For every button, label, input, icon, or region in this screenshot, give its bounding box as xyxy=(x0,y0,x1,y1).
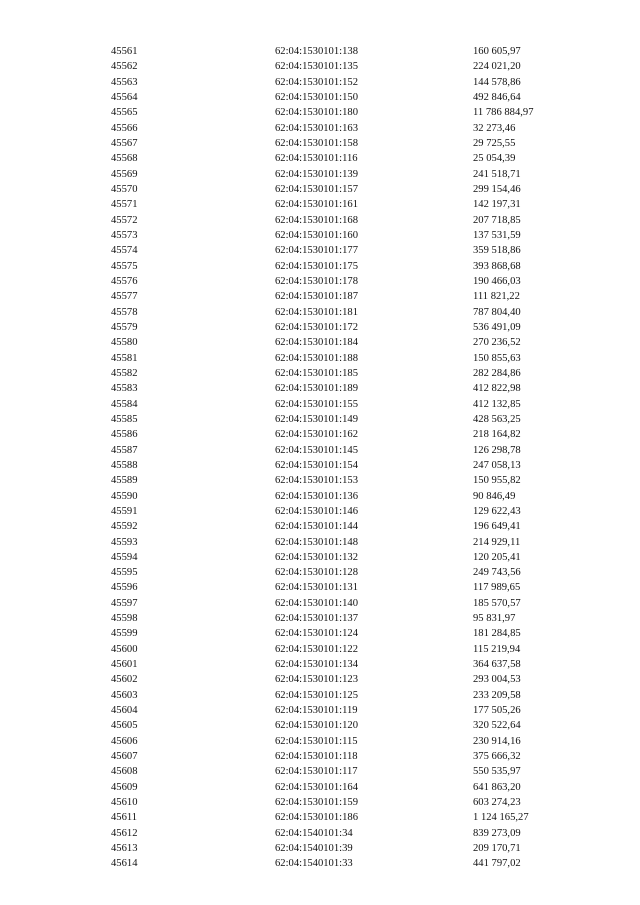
cadastral-value: 603 274,23 xyxy=(473,797,521,809)
cadastral-value: 230 914,16 xyxy=(473,735,521,747)
cadastral-number: 62:04:1530101:117 xyxy=(275,766,358,778)
row-number: 45566 xyxy=(111,122,138,134)
row-number: 45577 xyxy=(111,291,138,303)
cadastral-number: 62:04:1530101:154 xyxy=(275,459,358,471)
row-number: 45614 xyxy=(111,858,138,870)
table-row xyxy=(0,427,640,442)
row-number: 45602 xyxy=(111,674,138,686)
cadastral-value: 293 004,53 xyxy=(473,674,521,686)
table-row xyxy=(0,473,640,488)
cadastral-value: 492 846,64 xyxy=(473,91,521,103)
cadastral-number: 62:04:1530101:187 xyxy=(275,291,358,303)
cadastral-value: 177 505,26 xyxy=(473,705,521,717)
table-row xyxy=(0,366,640,381)
table-row xyxy=(0,489,640,504)
cadastral-value: 428 563,25 xyxy=(473,413,521,425)
cadastral-value: 150 855,63 xyxy=(473,352,521,364)
cadastral-value: 95 831,97 xyxy=(473,613,516,625)
cadastral-value: 787 804,40 xyxy=(473,306,521,318)
cadastral-value: 441 797,02 xyxy=(473,858,521,870)
cadastral-number: 62:04:1530101:119 xyxy=(275,705,358,717)
cadastral-number: 62:04:1530101:185 xyxy=(275,367,358,379)
cadastral-value: 249 743,56 xyxy=(473,567,521,579)
cadastral-value: 214 929,11 xyxy=(473,536,521,548)
cadastral-value: 185 570,57 xyxy=(473,597,521,609)
table-row xyxy=(0,397,640,412)
table-row xyxy=(0,381,640,396)
table-row xyxy=(0,305,640,320)
cadastral-number: 62:04:1530101:181 xyxy=(275,306,358,318)
cadastral-value: 137 531,59 xyxy=(473,229,521,241)
cadastral-value: 129 622,43 xyxy=(473,505,521,517)
row-number: 45600 xyxy=(111,643,138,655)
row-number: 45565 xyxy=(111,107,138,119)
table-row xyxy=(0,856,640,871)
cadastral-number: 62:04:1530101:149 xyxy=(275,413,358,425)
table-row xyxy=(0,335,640,350)
row-number: 45562 xyxy=(111,61,138,73)
table-row xyxy=(0,580,640,595)
cadastral-number: 62:04:1530101:160 xyxy=(275,229,358,241)
cadastral-number: 62:04:1530101:140 xyxy=(275,597,358,609)
row-number: 45601 xyxy=(111,659,138,671)
row-number: 45581 xyxy=(111,352,138,364)
cadastral-number: 62:04:1530101:128 xyxy=(275,567,358,579)
table-row xyxy=(0,519,640,534)
cadastral-number: 62:04:1530101:125 xyxy=(275,689,358,701)
cadastral-value: 207 718,85 xyxy=(473,214,521,226)
cadastral-number: 62:04:1530101:184 xyxy=(275,337,358,349)
table-row xyxy=(0,151,640,166)
row-number: 45610 xyxy=(111,797,138,809)
cadastral-value: 90 846,49 xyxy=(473,490,516,502)
cadastral-number: 62:04:1530101:186 xyxy=(275,812,358,824)
cadastral-number: 62:04:1530101:135 xyxy=(275,61,358,73)
cadastral-number: 62:04:1530101:163 xyxy=(275,122,358,134)
table-row xyxy=(0,443,640,458)
cadastral-number: 62:04:1530101:153 xyxy=(275,475,358,487)
row-number: 45596 xyxy=(111,582,138,594)
table-row xyxy=(0,136,640,151)
cadastral-value: 320 522,64 xyxy=(473,720,521,732)
table-row xyxy=(0,59,640,74)
table-row xyxy=(0,764,640,779)
cadastral-value: 550 535,97 xyxy=(473,766,521,778)
row-number: 45573 xyxy=(111,229,138,241)
cadastral-number: 62:04:1530101:118 xyxy=(275,751,358,763)
row-number: 45597 xyxy=(111,597,138,609)
row-number: 45567 xyxy=(111,137,138,149)
cadastral-number: 62:04:1540101:34 xyxy=(275,827,353,839)
cadastral-number: 62:04:1530101:148 xyxy=(275,536,358,548)
table-row xyxy=(0,243,640,258)
table-row xyxy=(0,167,640,182)
cadastral-number: 62:04:1540101:39 xyxy=(275,843,353,855)
cadastral-value: 536 491,09 xyxy=(473,321,521,333)
table-row xyxy=(0,90,640,105)
cadastral-number: 62:04:1530101:189 xyxy=(275,383,358,395)
cadastral-value: 299 154,46 xyxy=(473,183,521,195)
cadastral-value: 111 821,22 xyxy=(473,291,520,303)
cadastral-number: 62:04:1530101:178 xyxy=(275,275,358,287)
table-row xyxy=(0,458,640,473)
row-number: 45569 xyxy=(111,168,138,180)
table-row xyxy=(0,688,640,703)
cadastral-value: 364 637,58 xyxy=(473,659,521,671)
cadastral-number: 62:04:1530101:145 xyxy=(275,444,358,456)
cadastral-value: 241 518,71 xyxy=(473,168,521,180)
table-row xyxy=(0,121,640,136)
cadastral-number: 62:04:1530101:159 xyxy=(275,797,358,809)
row-number: 45607 xyxy=(111,751,138,763)
cadastral-number: 62:04:1530101:137 xyxy=(275,613,358,625)
table-row xyxy=(0,841,640,856)
cadastral-value: 117 989,65 xyxy=(473,582,521,594)
cadastral-number: 62:04:1530101:115 xyxy=(275,735,358,747)
row-number: 45587 xyxy=(111,444,138,456)
row-number: 45586 xyxy=(111,429,138,441)
cadastral-value: 412 822,98 xyxy=(473,383,521,395)
row-number: 45591 xyxy=(111,505,138,517)
row-number: 45578 xyxy=(111,306,138,318)
table-row xyxy=(0,550,640,565)
table-row xyxy=(0,780,640,795)
table-row xyxy=(0,213,640,228)
row-number: 45583 xyxy=(111,383,138,395)
cadastral-value: 32 273,46 xyxy=(473,122,516,134)
table-row xyxy=(0,289,640,304)
table-row xyxy=(0,44,640,59)
cadastral-number: 62:04:1530101:161 xyxy=(275,199,358,211)
table-row xyxy=(0,320,640,335)
cadastral-number: 62:04:1530101:124 xyxy=(275,628,358,640)
cadastral-value: 25 054,39 xyxy=(473,153,516,165)
cadastral-number: 62:04:1530101:172 xyxy=(275,321,358,333)
row-number: 45612 xyxy=(111,827,138,839)
cadastral-number: 62:04:1530101:116 xyxy=(275,153,358,165)
row-number: 45585 xyxy=(111,413,138,425)
row-number: 45589 xyxy=(111,475,138,487)
table-row xyxy=(0,810,640,825)
cadastral-number: 62:04:1530101:155 xyxy=(275,398,358,410)
row-number: 45599 xyxy=(111,628,138,640)
cadastral-number: 62:04:1530101:136 xyxy=(275,490,358,502)
table-row xyxy=(0,228,640,243)
row-number: 45611 xyxy=(111,812,138,824)
cadastral-value: 120 205,41 xyxy=(473,551,521,563)
table-row xyxy=(0,75,640,90)
table-row xyxy=(0,734,640,749)
cadastral-number: 62:04:1530101:120 xyxy=(275,720,358,732)
table-row xyxy=(0,703,640,718)
cadastral-value: 359 518,86 xyxy=(473,245,521,257)
cadastral-number: 62:04:1530101:131 xyxy=(275,582,358,594)
cadastral-number: 62:04:1530101:188 xyxy=(275,352,358,364)
table-row xyxy=(0,611,640,626)
cadastral-number: 62:04:1530101:152 xyxy=(275,76,358,88)
cadastral-number: 62:04:1530101:144 xyxy=(275,521,358,533)
row-number: 45593 xyxy=(111,536,138,548)
cadastral-value: 412 132,85 xyxy=(473,398,521,410)
row-number: 45605 xyxy=(111,720,138,732)
cadastral-number: 62:04:1530101:162 xyxy=(275,429,358,441)
row-number: 45576 xyxy=(111,275,138,287)
row-number: 45606 xyxy=(111,735,138,747)
cadastral-value: 11 786 884,97 xyxy=(473,107,534,119)
cadastral-value: 150 955,82 xyxy=(473,475,521,487)
row-number: 45588 xyxy=(111,459,138,471)
cadastral-value: 393 868,68 xyxy=(473,260,521,272)
cadastral-value: 115 219,94 xyxy=(473,643,521,655)
cadastral-value: 233 209,58 xyxy=(473,689,521,701)
table-row xyxy=(0,672,640,687)
row-number: 45575 xyxy=(111,260,138,272)
table-row xyxy=(0,535,640,550)
cadastral-number: 62:04:1530101:177 xyxy=(275,245,358,257)
cadastral-value: 209 170,71 xyxy=(473,843,521,855)
table-row xyxy=(0,749,640,764)
cadastral-number: 62:04:1530101:146 xyxy=(275,505,358,517)
cadastral-value: 142 197,31 xyxy=(473,199,521,211)
table-row xyxy=(0,795,640,810)
row-number: 45590 xyxy=(111,490,138,502)
table-row xyxy=(0,259,640,274)
row-number: 45568 xyxy=(111,153,138,165)
table-row xyxy=(0,197,640,212)
table-row xyxy=(0,642,640,657)
table-row xyxy=(0,565,640,580)
cadastral-value: 196 649,41 xyxy=(473,521,521,533)
cadastral-value: 1 124 165,27 xyxy=(473,812,529,824)
cadastral-value: 375 666,32 xyxy=(473,751,521,763)
cadastral-number: 62:04:1530101:138 xyxy=(275,46,358,57)
table-row xyxy=(0,182,640,197)
table-row xyxy=(0,105,640,120)
cadastral-number: 62:04:1530101:175 xyxy=(275,260,358,272)
row-number: 45608 xyxy=(111,766,138,778)
row-number: 45613 xyxy=(111,843,138,855)
row-number: 45572 xyxy=(111,214,138,226)
row-number: 45604 xyxy=(111,705,138,717)
row-number: 45603 xyxy=(111,689,138,701)
cadastral-number: 62:04:1530101:164 xyxy=(275,781,358,793)
cadastral-value: 160 605,97 xyxy=(473,46,521,57)
table-row xyxy=(0,596,640,611)
cadastral-number: 62:04:1530101:132 xyxy=(275,551,358,563)
table-row xyxy=(0,626,640,641)
cadastral-number: 62:04:1530101:157 xyxy=(275,183,358,195)
row-number: 45571 xyxy=(111,199,138,211)
table-row xyxy=(0,274,640,289)
cadastral-value: 29 725,55 xyxy=(473,137,516,149)
table-row xyxy=(0,826,640,841)
row-number: 45609 xyxy=(111,781,138,793)
cadastral-value: 218 164,82 xyxy=(473,429,521,441)
row-number: 45564 xyxy=(111,91,138,103)
row-number: 45582 xyxy=(111,367,138,379)
row-number: 45598 xyxy=(111,613,138,625)
cadastral-value: 247 058,13 xyxy=(473,459,521,471)
row-number: 45594 xyxy=(111,551,138,563)
cadastral-number: 62:04:1530101:123 xyxy=(275,674,358,686)
row-number: 45570 xyxy=(111,183,138,195)
table-row xyxy=(0,351,640,366)
cadastral-number: 62:04:1530101:134 xyxy=(275,659,358,671)
cadastral-number: 62:04:1530101:168 xyxy=(275,214,358,226)
row-number: 45595 xyxy=(111,567,138,579)
cadastral-number: 62:04:1530101:150 xyxy=(275,91,358,103)
row-number: 45561 xyxy=(111,46,138,57)
cadastral-number: 62:04:1530101:122 xyxy=(275,643,358,655)
cadastral-value: 270 236,52 xyxy=(473,337,521,349)
cadastral-value: 224 021,20 xyxy=(473,61,521,73)
cadastral-value-table xyxy=(0,44,640,872)
cadastral-value: 181 284,85 xyxy=(473,628,521,640)
row-number: 45579 xyxy=(111,321,138,333)
cadastral-value: 641 863,20 xyxy=(473,781,521,793)
table-row xyxy=(0,412,640,427)
cadastral-number: 62:04:1530101:158 xyxy=(275,137,358,149)
row-number: 45574 xyxy=(111,245,138,257)
table-row xyxy=(0,657,640,672)
cadastral-value: 282 284,86 xyxy=(473,367,521,379)
row-number: 45592 xyxy=(111,521,138,533)
cadastral-value: 144 578,86 xyxy=(473,76,521,88)
row-number: 45580 xyxy=(111,337,138,349)
row-number: 45584 xyxy=(111,398,138,410)
cadastral-value: 126 298,78 xyxy=(473,444,521,456)
row-number: 45563 xyxy=(111,76,138,88)
table-row xyxy=(0,718,640,733)
table-row xyxy=(0,504,640,519)
cadastral-number: 62:04:1530101:180 xyxy=(275,107,358,119)
cadastral-number: 62:04:1530101:139 xyxy=(275,168,358,180)
cadastral-value: 839 273,09 xyxy=(473,827,521,839)
cadastral-value: 190 466,03 xyxy=(473,275,521,287)
cadastral-number: 62:04:1540101:33 xyxy=(275,858,353,870)
